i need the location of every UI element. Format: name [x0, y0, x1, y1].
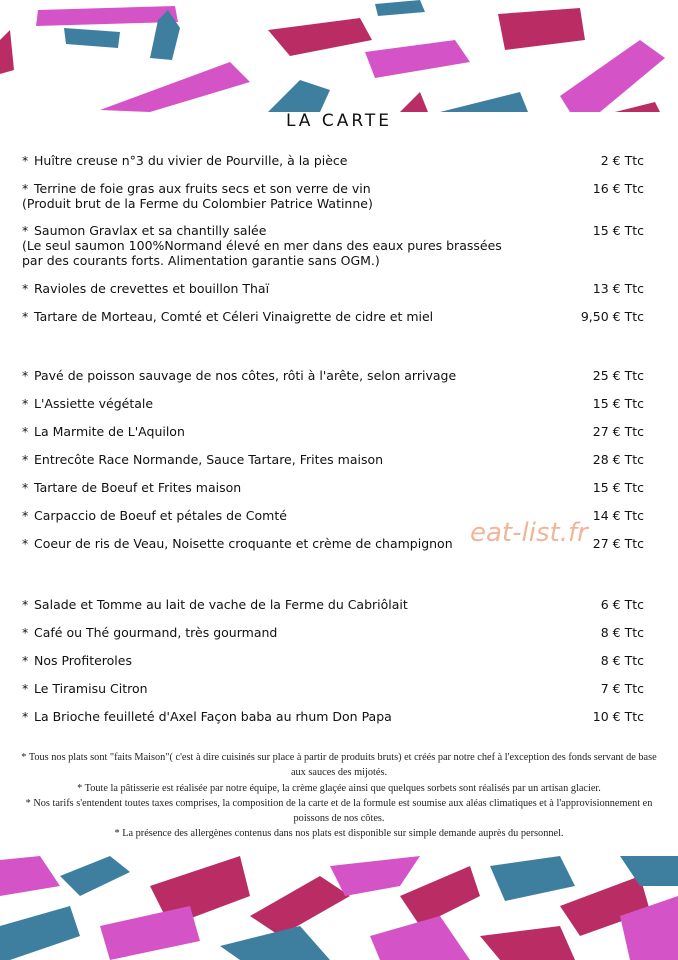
- bullet-star: *: [22, 536, 29, 551]
- menu-item-name: Terrine de foie gras aux fruits secs et son verre de vin: [34, 181, 371, 196]
- footnote: * La présence des allergènes contenus dans nos plats est disponible sur simple demande auprès du personnel.: [114, 828, 564, 840]
- bullet-star: *: [22, 508, 29, 523]
- brush-stroke: [498, 8, 585, 50]
- menu-item-note: (Produit brut de la Ferme du Colombier Patrice Watinne): [22, 196, 373, 211]
- brush-stroke: [268, 18, 372, 56]
- bullet-star: *: [22, 396, 29, 411]
- menu-item-price: 13 € Ttc: [592, 281, 644, 296]
- bullet-star: *: [22, 480, 29, 495]
- menu-item-note: (Le seul saumon 100%Normand élevé en mer dans des eaux pures brassées par des courants forts. Alimentation garantie sans OGM.): [22, 238, 502, 268]
- menu-item: [22, 597, 644, 612]
- menu-item: [22, 424, 644, 439]
- menu-item-price: 9,50 € Ttc: [580, 309, 644, 324]
- menu-title: LA CARTE: [285, 111, 393, 131]
- bullet-star: *: [22, 452, 29, 467]
- brush-stroke: [490, 856, 575, 901]
- bullet-star: *: [22, 597, 29, 612]
- menu-item-name: Le Tiramisu Citron: [34, 681, 148, 696]
- menu-item-name: L'Assiette végétale: [34, 396, 154, 411]
- menu-item-name: Café ou Thé gourmand, très gourmand: [34, 625, 278, 640]
- brush-stroke: [60, 856, 130, 896]
- menu-item-name: Huître creuse n°3 du vivier de Pourville, à la pièce: [34, 153, 348, 168]
- menu-item: [22, 281, 644, 296]
- brush-stroke: [375, 0, 425, 16]
- bullet-star: *: [22, 625, 29, 640]
- footnote: * Nos tarifs s'entendent toutes taxes comprises, la composition de la carte et de la formule est soumise aux aléas climatiques et à l'approvisionnement en poissons de nos côtes.: [25, 797, 653, 825]
- brush-stroke: [480, 926, 575, 960]
- menu-item: [22, 452, 644, 467]
- menu-item-name: Pavé de poisson sauvage de nos côtes, rôti à l'arête, selon arrivage: [34, 368, 457, 383]
- bullet-star: *: [22, 309, 29, 324]
- menu-item-name: Entrecôte Race Normande, Sauce Tartare, Frites maison: [34, 452, 384, 467]
- bullet-star: *: [22, 709, 29, 724]
- menu-item-price: 6 € Ttc: [600, 597, 644, 612]
- menu-item-price: 8 € Ttc: [600, 653, 644, 668]
- menu-item: [22, 368, 644, 383]
- brush-stroke: [64, 28, 120, 48]
- menu-item-price: 25 € Ttc: [592, 368, 644, 383]
- brush-stroke: [0, 906, 80, 960]
- bullet-star: *: [22, 368, 29, 383]
- menu-item-price: 15 € Ttc: [592, 480, 644, 495]
- menu-item: [22, 181, 644, 211]
- menu-item-price: 27 € Ttc: [592, 424, 644, 439]
- menu-item-price: 15 € Ttc: [592, 396, 644, 411]
- menu-item-price: 14 € Ttc: [592, 508, 644, 523]
- menu-item: [22, 625, 644, 640]
- bullet-star: *: [22, 181, 29, 196]
- menu-item-name: Salade et Tomme au lait de vache de la Ferme du Cabriôlait: [34, 597, 408, 612]
- menu-item: [22, 153, 644, 168]
- menu-item-price: 16 € Ttc: [592, 181, 644, 196]
- menu-item: [22, 653, 644, 668]
- brush-stroke: [400, 92, 428, 112]
- bullet-star: *: [22, 153, 29, 168]
- menu-item-name: Nos Profiteroles: [34, 653, 132, 668]
- brush-stroke: [100, 62, 250, 112]
- bullet-star: *: [22, 681, 29, 696]
- menu-item-price: 10 € Ttc: [592, 709, 644, 724]
- brush-stroke: [36, 6, 178, 26]
- brush-stroke: [365, 40, 470, 78]
- bullet-star: *: [22, 281, 29, 296]
- footnote: * Tous nos plats sont "faits Maison"( c'est à dire cuisinés sur place à partir de produits bruts) et créés par notre chef à l'exception des fonds servant de base aux sauces des mijotés.: [21, 752, 657, 779]
- menu-item-name: Ravioles de crevettes et bouillon Thaï: [34, 281, 270, 296]
- brush-stroke: [560, 40, 665, 112]
- menu-item: [22, 396, 644, 411]
- menu-item-name: La Brioche feuilleté d'Axel Façon baba au rhum Don Papa: [34, 709, 392, 724]
- brush-stroke: [0, 30, 14, 74]
- top-brush-decoration: [0, 0, 678, 112]
- menu-item-name: Saumon Gravlax et sa chantilly salée: [34, 223, 267, 238]
- menu-item-name: Tartare de Boeuf et Frites maison: [34, 480, 242, 495]
- bullet-star: *: [22, 424, 29, 439]
- menu-item-price: 7 € Ttc: [600, 681, 644, 696]
- menu-item-price: 27 € Ttc: [592, 536, 644, 551]
- brush-stroke: [268, 80, 330, 112]
- menu-item: [22, 480, 644, 495]
- footnotes: [18, 750, 660, 842]
- menu-item: [22, 681, 644, 696]
- menu-item-price: 15 € Ttc: [592, 223, 644, 238]
- brush-stroke: [370, 916, 470, 960]
- bullet-star: *: [22, 223, 29, 238]
- brush-stroke: [440, 92, 528, 112]
- menu-item-name: La Marmite de L'Aquilon: [34, 424, 185, 439]
- brush-stroke: [330, 856, 420, 896]
- bullet-star: *: [22, 653, 29, 668]
- menu-item-price: 2 € Ttc: [600, 153, 644, 168]
- watermark: eat-list.fr: [470, 518, 588, 548]
- menu-item-name: Tartare de Morteau, Comté et Céleri Vinaigrette de cidre et miel: [34, 309, 434, 324]
- menu-item-price: 28 € Ttc: [592, 452, 644, 467]
- menu-item: [22, 223, 644, 268]
- bottom-brush-decoration: [0, 856, 678, 960]
- brush-stroke: [100, 906, 200, 960]
- menu-item-name: Carpaccio de Boeuf et pétales de Comté: [34, 508, 287, 523]
- menu-item-price: 8 € Ttc: [600, 625, 644, 640]
- footnote: * Toute la pâtisserie est réalisée par notre équipe, la crème glaçée ainsi que quelques sorbets sont réalisés par un artisan glacier.: [77, 782, 601, 794]
- menu-item-name: Coeur de ris de Veau, Noisette croquante et crème de champignon: [34, 536, 453, 551]
- menu-item: [22, 309, 644, 324]
- brush-stroke: [0, 856, 60, 896]
- menu-item: [22, 709, 644, 724]
